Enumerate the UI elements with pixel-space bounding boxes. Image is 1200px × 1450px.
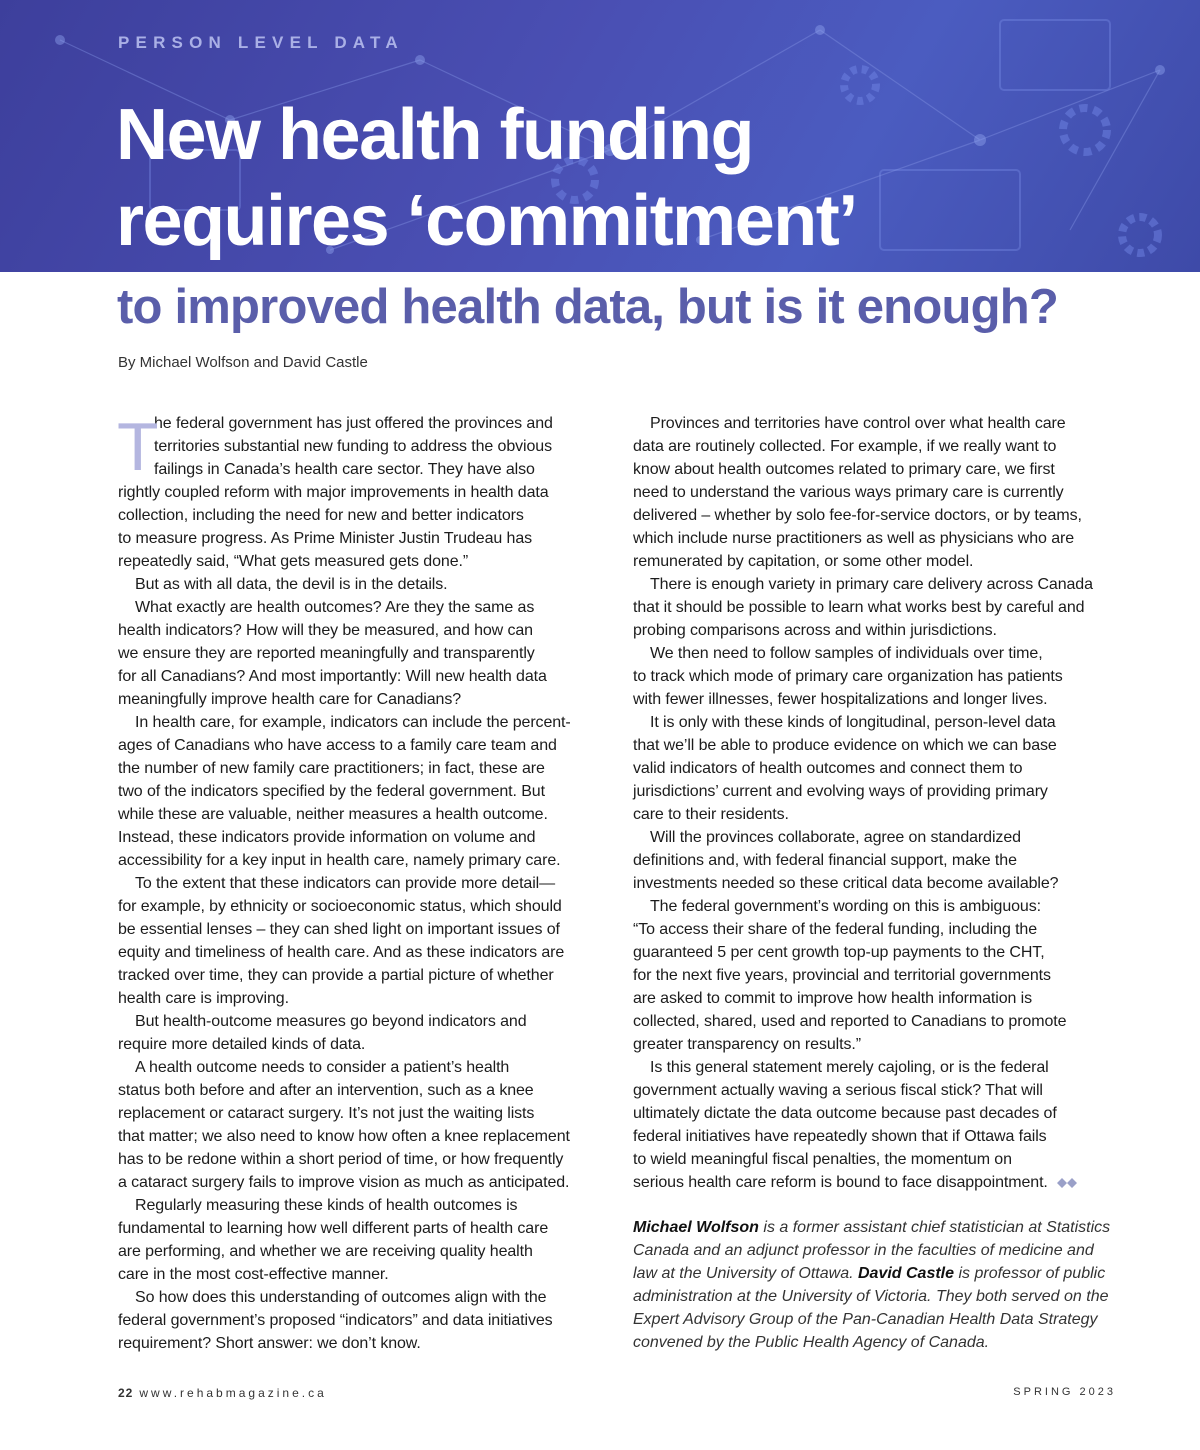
article-line [633,527,1125,550]
article-line-text: It is only with these kinds of longitudinal, person-level data [650,714,1056,731]
article-line [118,573,610,596]
article-line-text: fundamental to learning how well different parts of health care [118,1220,549,1237]
article-line [633,642,1125,665]
article-line [633,964,1125,987]
article-line [118,1079,610,1102]
article-line-text: tracked over time, they can provide a partial picture of whether [118,967,554,984]
article-line-text: remunerated by capitation, or some other model. [633,553,974,570]
article-line [118,941,610,964]
bio-text: Expert Advisory Group of the Pan-Canadian Health Data Strategy [633,1311,1098,1328]
article-line [118,780,610,803]
article-line-text: know about health outcomes related to primary care, we first [633,461,1055,478]
drop-cap: T [117,409,159,485]
article-line [633,1079,1125,1102]
article-line-text: delivered – whether by solo fee-for-service doctors, or by teams, [633,507,1082,524]
article-column-right [633,412,1125,1194]
page-number: 22 [118,1386,134,1400]
article-line-text: A health outcome needs to consider a patient’s health [135,1059,510,1076]
article-line-text: require more detailed kinds of data. [118,1036,366,1053]
article-line-text: probing comparisons across and within jurisdictions. [633,622,997,639]
article-line [118,458,610,481]
article-line [633,412,1125,435]
article-line-text: Will the provinces collaborate, agree on standardized [650,829,1021,846]
article-line-text: Instead, these indicators provide information on volume and [118,829,536,846]
article-line-text: territories substantial new funding to address the obvious [154,438,552,455]
website-link[interactable]: www.rehabmagazine.ca [139,1386,327,1400]
article-line-text: he federal government has just offered the provinces and [154,415,553,432]
article-line-text: serious health care reform is bound to face disappointment. [633,1174,1048,1191]
article-line [118,711,610,734]
article-line [633,895,1125,918]
article-line [633,849,1125,872]
author-name: David Castle [857,1265,955,1282]
article-line [118,872,610,895]
article-line [633,688,1125,711]
article-line [633,1148,1125,1171]
article-line-text: health care is improving. [118,990,289,1007]
article-line [633,1056,1125,1079]
article-line-text: two of the indicators specified by the federal government. But [118,783,545,800]
article-line [118,1286,610,1309]
article-line [118,642,610,665]
bio-text: is professor of public [954,1265,1106,1282]
article-line [118,504,610,527]
article-line [118,1102,610,1125]
article-line-text: ultimately dictate the data outcome because past decades of [633,1105,1057,1122]
issue-label: SPRING 2023 [1013,1386,1116,1398]
article-line [118,826,610,849]
article-line-text: federal government’s proposed “indicators” and data initiatives [118,1312,553,1329]
article-line [118,1125,610,1148]
headline-line: New health funding [116,95,753,175]
article-line-text: be essential lenses – they can shed light on important issues of [118,921,560,938]
article-line-text: But health-outcome measures go beyond indicators and [135,1013,527,1030]
article-line [118,1309,610,1332]
headline [116,92,1116,264]
article-line-text: data are routinely collected. For example, if we really want to [633,438,1057,455]
article-line-text: investments needed so these critical data become available? [633,875,1059,892]
article-line-text: which include nurse practitioners as well as physicians who are [633,530,1075,547]
article-line [118,1171,610,1194]
article-line [118,665,610,688]
article-line-text: failings in Canada’s health care sector. They have also [154,461,535,478]
article-line-text: care in the most cost-effective manner. [118,1266,389,1283]
article-line-text: But as with all data, the devil is in the details. [135,576,448,593]
footer-left [118,1386,327,1400]
header-banner [0,0,1200,272]
article-line [118,1148,610,1171]
article-line [118,412,610,435]
article-line-text: with fewer illnesses, fewer hospitalizations and longer lives. [633,691,1048,708]
article-line-text: repeatedly said, “What gets measured gets done.” [118,553,469,570]
subheadline: to improved health data, but is it enough? [117,280,1058,334]
article-line-text: we ensure they are reported meaningfully and transparently [118,645,535,662]
article-line-text: are performing, and whether we are receiving quality health [118,1243,533,1260]
article-line [633,1171,1125,1194]
article-line-text: jurisdictions’ current and evolving ways of providing primary [633,783,1048,800]
article-line [118,757,610,780]
article-line-text: for the next five years, provincial and territorial governments [633,967,1051,984]
article-line-text: that we’ll be able to produce evidence on which we can base [633,737,1057,754]
article-line-text: In health care, for example, indicators can include the percent- [135,714,571,731]
article-line [633,826,1125,849]
article-line [118,688,610,711]
article-line [633,481,1125,504]
article-line [633,941,1125,964]
article-line-text: replacement or cataract surgery. It’s not just the waiting lists [118,1105,535,1122]
author-name: Michael Wolfson [633,1219,759,1236]
article-line [118,1056,610,1079]
article-line-text: care to their residents. [633,806,789,823]
article-line-text: to track which mode of primary care organization has patients [633,668,1063,685]
article-line [118,895,610,918]
article-line [118,918,610,941]
article-line [633,734,1125,757]
article-line [633,573,1125,596]
byline: By Michael Wolfson and David Castle [118,354,368,371]
headline-line: requires ‘commitment’ [116,181,857,261]
article-line [118,550,610,573]
article-line-text: valid indicators of health outcomes and connect them to [633,760,1023,777]
article-line [118,1332,610,1355]
article-line [118,481,610,504]
article-line [633,596,1125,619]
article-line [633,435,1125,458]
article-line-text: while these are valuable, neither measures a health outcome. [118,806,548,823]
article-line [118,803,610,826]
article-line-text: are asked to commit to improve how health information is [633,990,1033,1007]
article-line-text: for example, by ethnicity or socioeconomic status, which should [118,898,562,915]
article-line-text: rightly coupled reform with major improvements in health data [118,484,549,501]
article-line-text: health indicators? How will they be measured, and how can [118,622,533,639]
article-line-text: a cataract surgery fails to improve vision as much as anticipated. [118,1174,570,1191]
article-line-text: to wield meaningful fiscal penalties, the momentum on [633,1151,1012,1168]
article-line-text: Is this general statement merely cajoling, or is the federal [650,1059,1049,1076]
article-line [633,872,1125,895]
article-line-text: Regularly measuring these kinds of health outcomes is [135,1197,518,1214]
article-line-text: collected, shared, used and reported to Canadians to promote [633,1013,1067,1030]
article-line [118,527,610,550]
article-line-text: federal initiatives have repeatedly shown that if Ottawa fails [633,1128,1047,1145]
article-line-text: need to understand the various ways primary care is currently [633,484,1064,501]
article-line-text: collection, including the need for new and better indicators [118,507,524,524]
article-line [118,987,610,1010]
article-line [118,734,610,757]
article-line-text: guaranteed 5 per cent growth top-up payments to the CHT, [633,944,1045,961]
article-line [118,1217,610,1240]
article-line-text: for all Canadians? And most importantly: Will new health data [118,668,547,685]
article-line-text: Provinces and territories have control over what health care [650,415,1066,432]
article-line [633,918,1125,941]
article-line [118,1194,610,1217]
article-line-text: To the extent that these indicators can provide more detail— [135,875,556,892]
article-line [118,619,610,642]
article-line-text: What exactly are health outcomes? Are they the same as [135,599,535,616]
article-line [633,711,1125,734]
article-line-text: definitions and, with federal financial support, make the [633,852,1017,869]
article-line [118,1240,610,1263]
bio-text: is a former assistant chief statistician at Statistics [758,1219,1111,1236]
author-bio [633,1216,1133,1354]
article-line [633,780,1125,803]
article-line [633,1102,1125,1125]
article-line [118,435,610,458]
article-line-text: status both before and after an intervention, such as a knee [118,1082,534,1099]
article-line [633,619,1125,642]
article-line [118,1010,610,1033]
article-line-text: to measure progress. As Prime Minister Justin Trudeau has [118,530,533,547]
article-line-text: greater transparency on results.” [633,1036,861,1053]
article-line-text: There is enough variety in primary care delivery across Canada [650,576,1093,593]
bio-text: Canada and an adjunct professor in the faculties of medicine and [633,1242,1094,1259]
article-line-text: The federal government’s wording on this is ambiguous: [650,898,1041,915]
article-line [118,1033,610,1056]
article-line-text: the number of new family care practitioners; in fact, these are [118,760,545,777]
article-line [633,458,1125,481]
article-line [118,1263,610,1286]
article-line-text: So how does this understanding of outcomes align with the [135,1289,547,1306]
article-line-text: requirement? Short answer: we don’t know. [118,1335,421,1352]
article-line [118,596,610,619]
article-line-text: meaningfully improve health care for Canadians? [118,691,462,708]
article-line-text: that matter; we also need to know how often a knee replacement [118,1128,570,1145]
article-line [118,964,610,987]
article-line [633,987,1125,1010]
article-line [633,504,1125,527]
section-label: PERSON LEVEL DATA [118,33,404,52]
article-line-text: We then need to follow samples of individuals over time, [650,645,1043,662]
article-line-text: government actually waving a serious fiscal stick? That will [633,1082,1043,1099]
article-line [633,757,1125,780]
article-line-text: that it should be possible to learn what works best by careful and [633,599,1085,616]
article-line-text: accessibility for a key input in health care, namely primary care. [118,852,561,869]
article-line [633,1125,1125,1148]
article-line-text: equity and timeliness of health care. And as these indicators are [118,944,565,961]
article-line-text: ages of Canadians who have access to a family care team and [118,737,557,754]
article-line-text: has to be redone within a short period of time, or how frequently [118,1151,564,1168]
article-line [633,1033,1125,1056]
bio-text: convened by the Public Health Agency of Canada. [633,1334,990,1351]
end-mark-icon [1056,1177,1078,1189]
bio-text: administration at the University of Victoria. They both served on the [633,1288,1109,1305]
article-line [633,550,1125,573]
article-line [633,1010,1125,1033]
article-line [118,849,610,872]
article-line [633,665,1125,688]
article-line [633,803,1125,826]
bio-text: law at the University of Ottawa. [633,1265,858,1282]
article-line-text: “To access their share of the federal funding, including the [633,921,1038,938]
article-column-left [117,409,610,1355]
